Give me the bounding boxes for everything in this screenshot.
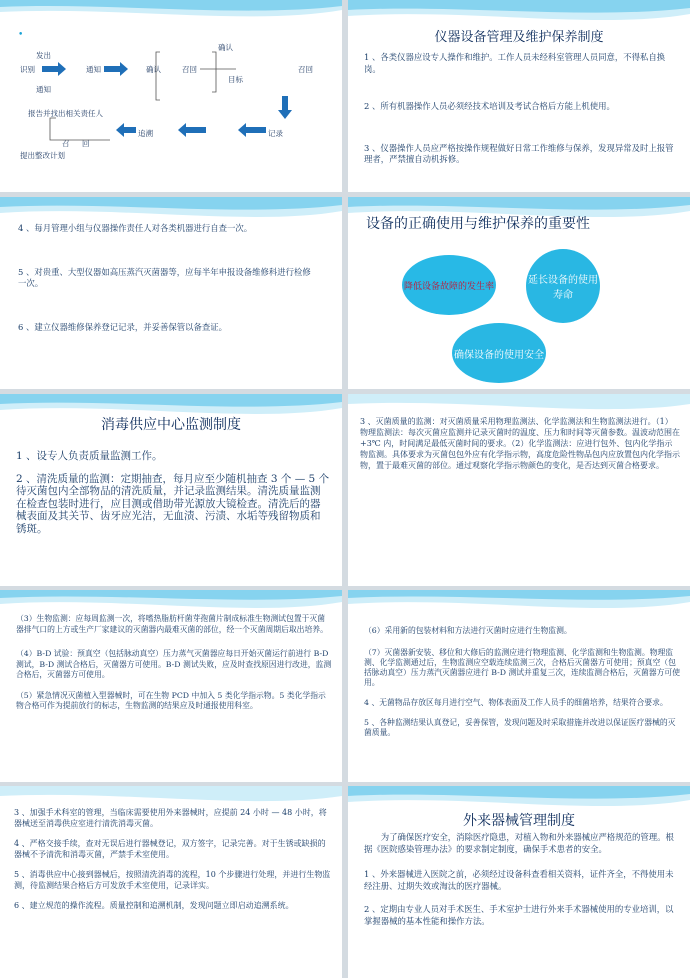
slide-equipment-rules-cont xyxy=(0,197,342,389)
flow-label: 通知 xyxy=(36,85,51,94)
slide-body xyxy=(364,626,680,738)
slide-recall-flow xyxy=(0,0,342,192)
list-item: 1 、外来器械进入医院之前，必须经过设备科查看相关资料，证件齐全，不得使用未经注册、过期失效或淘汰的医疗器械。 xyxy=(364,869,674,891)
flow-label: 确认 xyxy=(146,65,161,74)
list-item: 2 、定期由专业人员对手术医生、手术室护士进行外来手术器械使用的专业培训，以掌握器械的基本性能和操作方法。 xyxy=(364,904,674,926)
flow-label: 回 xyxy=(82,139,90,148)
wave-header xyxy=(348,590,690,630)
flow-label: 发出 xyxy=(36,51,51,60)
list-item: 5 、消毒供应中心接到器械后，按照清洗消毒的流程，10 个步骤进行处理，并进行生物监测，待监测结果合格后方可发放手术室使用，记录详实。 xyxy=(14,870,331,890)
list-item: 5 、对贵重、大型仪器如高压蒸汽灭菌器等，应每半年申报设备维修科进行检修一次。 xyxy=(18,266,311,288)
list-item: 4 、严格交接手续，查对无误后进行器械登记，双方签字，记录完善。对于生锈或缺损的器械不予清洗和消毒灭菌，严禁手术室使用。 xyxy=(14,839,326,859)
slide-importance xyxy=(348,197,690,389)
list-item: 2 、清洗质量的监测：定期抽查，每月应至少随机抽查 3 个 — 5 个 待灭菌包内全部物品的清洗质量，并记录监测结果。清洗质量监测在检查包装时进行，应目测或借助带光源放大镜检查。清洗后的器械表面及其关节、齿牙应光洁，无血渍、污渍、水垢等残留物质和锈斑。 xyxy=(16,472,330,535)
slide-body xyxy=(364,832,680,927)
slide-body xyxy=(18,223,318,333)
list-item: （4）B-D 试验：预真空（包括脉动真空）压力蒸气灭菌器应每日开始灭菌运行前进行 B-D 测试，B-D 测试合格后，灭菌器方可使用。B-D 测试失败，应及时查找原因进行改进，监测合格后，灭菌器方可使用。 xyxy=(16,649,332,679)
circle-extend-life: 延长设备的使用寿命 xyxy=(526,249,600,323)
slide-external-instruments xyxy=(348,786,690,978)
list-item: 6 、建立规范的操作流程。质量控制和追溯机制，发现问题立即启动追溯系统。 xyxy=(14,901,294,910)
slide-body xyxy=(16,614,332,712)
list-item: （6）采用新的包装材料和方法进行灭菌时应进行生物监测。 xyxy=(364,626,572,635)
flow-label: 确认 xyxy=(218,43,233,52)
flow-label: 记录 xyxy=(268,129,283,138)
flow-arrows xyxy=(0,0,342,192)
slide-monitoring-rules xyxy=(0,394,342,586)
slide-bio-monitoring xyxy=(0,590,342,782)
list-item: 4 、无菌物品存放区每月进行空气、物体表面及工作人员手的细菌培养，结果符合要求。 xyxy=(364,698,668,707)
flow-label: 通知 xyxy=(86,65,101,74)
flow-label: 召回 xyxy=(298,65,313,74)
flow-label: 召回 xyxy=(182,65,197,74)
slide-external-instruments-cont xyxy=(0,786,342,978)
flow-label: 提出整改计划 xyxy=(20,151,65,160)
slide-sterilization-monitoring xyxy=(348,394,690,586)
list-item: 3 、仪器操作人员应严格按操作规程做好日常工作维修与保养，发现异常及时上报管理者，严禁擅自动机拆修。 xyxy=(364,142,674,164)
flow-label: 目标 xyxy=(228,75,243,84)
list-item: （3）生物监测：应每周监测一次，将嗜热脂肪杆菌芽孢菌片制成标准生物测试包置于灭菌器排气口的上方或生产厂家建议的灭菌器内最难灭菌的部位，经一个灭菌周期后取出培养。 xyxy=(16,614,328,634)
slide-title: 仪器设备管理及维护保养制度 xyxy=(434,30,604,45)
slide-body xyxy=(14,808,332,912)
list-item: 3 、加强手术科室的管理，当临床需要使用外来器械时，应提前 24 小时 — 48 小时，将器械送至消毒供应室进行清洗消毒灭菌。 xyxy=(14,808,327,828)
slide-equipment-rules xyxy=(348,0,690,192)
list-item: 5 、各种监测结果认真登记，妥善保管，发现问题及时采取措施并改进以保证医疗器械的灭菌质量。 xyxy=(364,718,676,737)
list-item: 4 、每月管理小组与仪器操作责任人对各类机器进行自查一次。 xyxy=(18,223,253,233)
circle-ensure-safety: 确保设备的使用安全 xyxy=(452,323,546,383)
flow-label: 报告并找出相关责任人 xyxy=(28,109,103,118)
list-item: 2 、所有机器操作人员必须经技术培训及考试合格后方能上机使用。 xyxy=(364,101,615,111)
slide-title: 消毒供应中心监测制度 xyxy=(101,417,241,433)
list-item: 1 、设专人负责质量监测工作。 xyxy=(16,450,163,462)
slide-body xyxy=(16,450,330,535)
slide-body xyxy=(364,52,680,166)
circle-reduce-failure: 降低设备故障的发生率 xyxy=(402,255,496,315)
slide-title: 设备的正确使用与维护保养的重要性 xyxy=(366,216,590,232)
bullet-dot: • xyxy=(18,30,24,40)
list-item: 为了确保医疗安全，消除医疗隐患，对植入物和外来器械应严格规范的管理。根据《医院感染管理办法》的要求制定制度，确保手术患者的安全。 xyxy=(364,832,674,854)
list-item: （5）紧急情况灭菌植入型器械时，可在生物 PCD 中加入 5 类化学指示物。5 类化学指示物合格可作为提前放行的标志，生物监测的结果应及时通报使用科室。 xyxy=(16,690,326,710)
list-item: 6 、建立仪器维修保养登记记录，并妥善保管以备查证。 xyxy=(18,321,227,332)
flow-label: 追溯 xyxy=(138,129,153,138)
list-item: 3 、灭菌质量的监测：对灭菌质量采用物理监测法、化学监测法和生物监测法进行。（1）物理监测法：每次灭菌应监测并记录灭菌时的温度、压力和时间等灭菌参数。温波动范围在 +3℃ 内，时间满足最低灭菌时间的要求。（2）化学监测法：应进行包外、包内化学指示物监测。具体要求为灭菌包包外应有化学指示物，高度危险性物品包内应放置包内化学指示物，置于最难灭菌的部位。通过观察化学指示物颜色的变化，是否达到灭菌合格要求。 xyxy=(360,417,680,470)
slide-body xyxy=(360,416,680,471)
list-item: 1 、各类仪器应设专人操作和维护。工作人员未经科室管理人员同意，不得私自换岗。 xyxy=(364,52,666,74)
flow-label: 召 xyxy=(62,139,70,148)
slide-bio-monitoring-cont xyxy=(348,590,690,782)
slide-title: 外来器械管理制度 xyxy=(463,813,575,829)
flow-label: 识别 xyxy=(20,65,35,74)
list-item: （7）灭菌器新安装、移位和大修后的监测应进行物理监测、化学监测和生物监测。物理监测、化学监测通过后，生物监测应空载连续监测三次，合格后灭菌器方可使用；预真空（包括脉动真空）压力蒸汽灭菌器应进行 B-D 测试并重复三次，连续监测合格后，灭菌器方可使用。 xyxy=(364,648,680,687)
